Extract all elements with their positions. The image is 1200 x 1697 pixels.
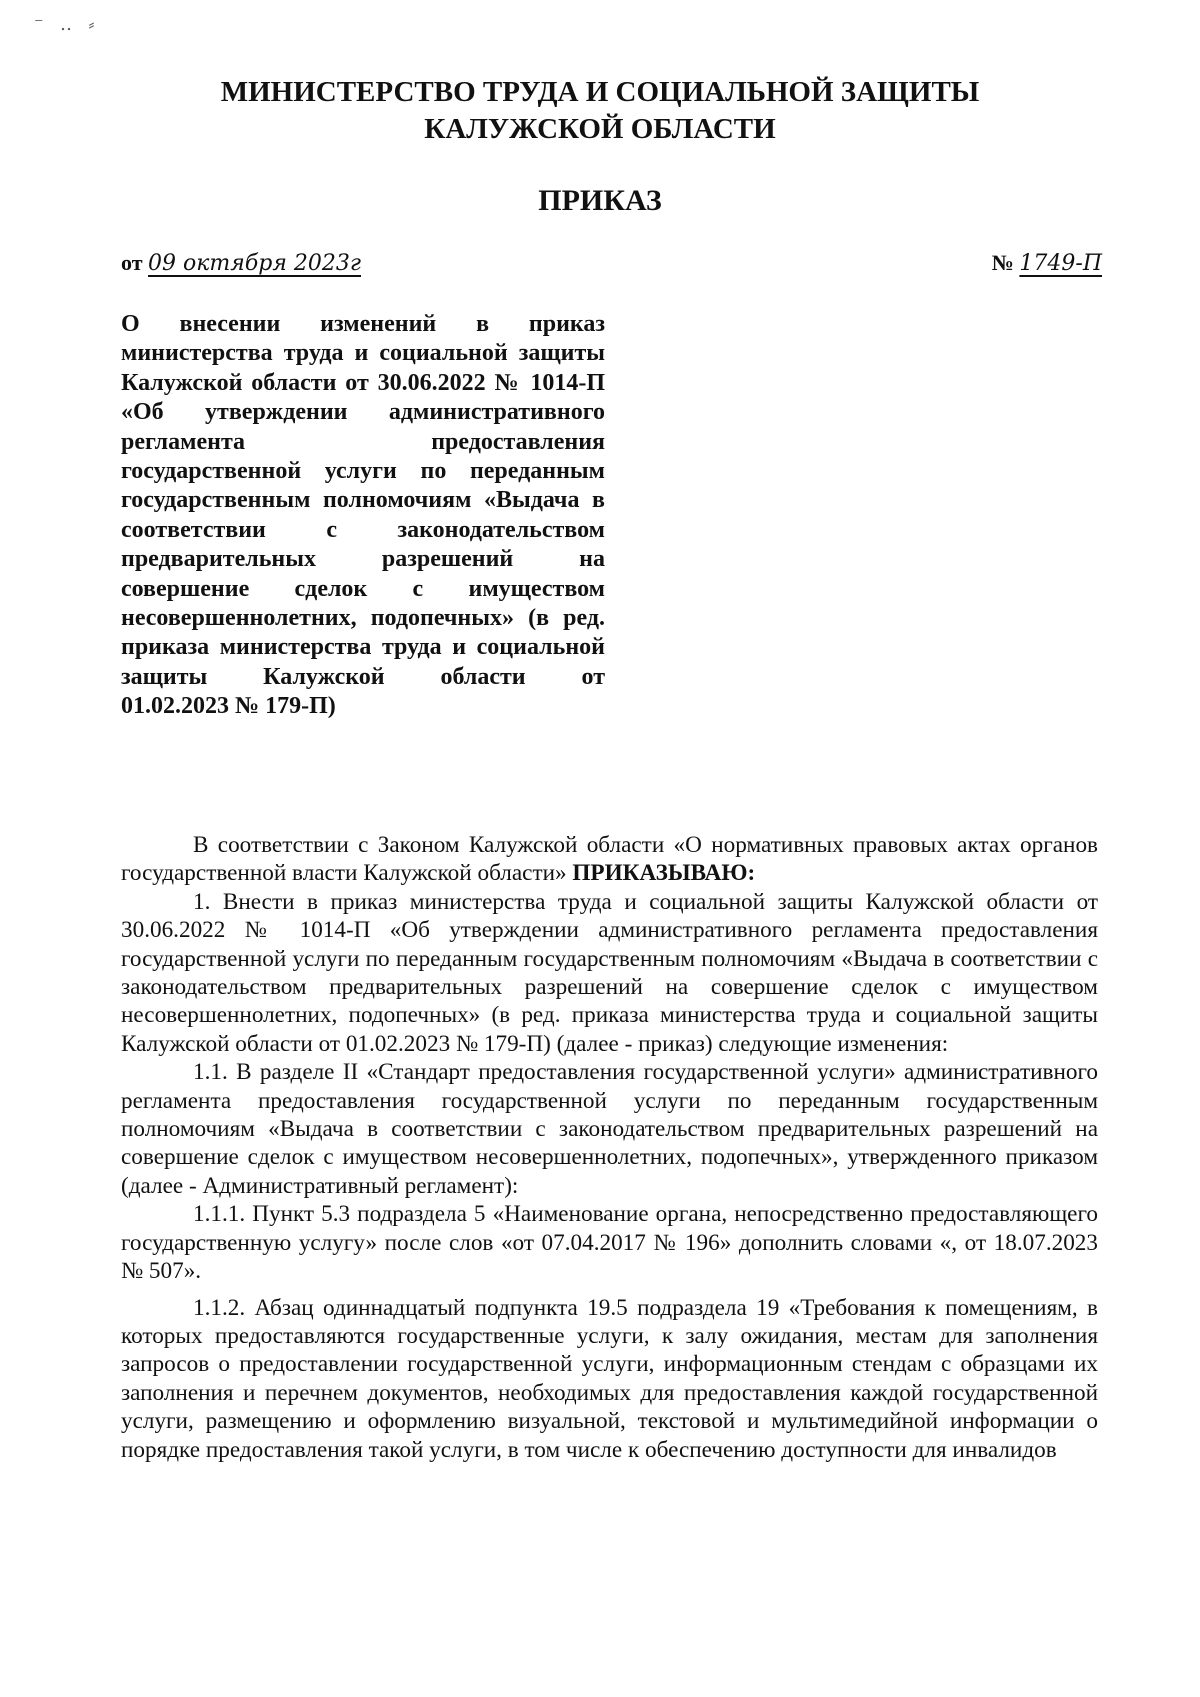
number-prefix: №	[991, 250, 1014, 275]
order-subject-last-line: 01.02.2023 № 179-П)	[121, 693, 336, 720]
ministry-header-line-2: КАЛУЖСКОЙ ОБЛАСТИ	[424, 113, 776, 145]
order-command: ПРИКАЗЫВАЮ:	[572, 860, 756, 887]
order-subject-text: О внесении изменений в приказ министерства труда и социальной защиты Калужской области от 30.06.2022 № 1014-П «Об утверждении административного регламента предоставления государственной услуги по переданным государственным полномочиям «Выдача в соответствии с законодательством предварительных разрешений на совершение сделок с имуществом несовершеннолетних, подопечных» (в ред. приказа министерства труда и социальной защиты Калужской области от	[121, 311, 605, 690]
order-subject	[121, 310, 605, 722]
paragraph-1-1-1: 1.1.1. Пункт 5.3 подраздела 5 «Наименование органа, непосредственно предоставляющего государственную услугу» после слов «от 07.04.2017 № 196» дополнить словами «, от 18.07.2023 № 507».	[121, 1201, 1098, 1285]
handwritten-order-number: 1749-П	[1019, 251, 1102, 276]
preamble-paragraph	[121, 831, 1098, 888]
handwritten-date: 09 октября 2023г	[148, 251, 362, 276]
date-line	[121, 250, 361, 276]
paragraph-1-1-2: 1.1.2. Абзац одиннадцатый подпункта 19.5 подраздела 19 «Требования к помещениям, в которых предоставляются государственные услуги, к залу ожидания, местам для заполнения запросов о предоставлении государственной услуги, информационным стендам с образцами их заполнения и перечнем документов, необходимых для предоставления каждой государственной услуги, размещению и оформлению визуальной, текстовой и мультимедийной информации о порядке предоставления такой услуги, в том числе к обеспечению доступности для инвалидов	[121, 1294, 1098, 1463]
preamble-text: В соответствии с Законом Калужской области «О нормативных правовых актах органов государственной власти Калужской области»	[121, 832, 1098, 887]
order-body	[121, 831, 1098, 1464]
paragraph-1: 1. Внести в приказ министерства труда и социальной защиты Калужской области от 30.06.2022 № 1014-П «Об утверждении административного регламента предоставления государственной услуги по переданным государственным полномочиям «Выдача в соответствии с законодательством предварительных разрешений на совершение сделок с имуществом несовершеннолетних, подопечных» (в ред. приказа министерства труда и социальной защиты Калужской области от 01.02.2023 № 179-П) (далее - приказ) следующие изменения:	[121, 888, 1098, 1057]
order-number-line	[992, 250, 1102, 276]
date-prefix: от	[121, 250, 143, 275]
ministry-header	[0, 74, 1200, 148]
scan-marks: ⁻ ‥ ⸗	[34, 14, 101, 34]
ministry-header-line-1: МИНИСТЕРСТВО ТРУДА И СОЦИАЛЬНОЙ ЗАЩИТЫ	[220, 76, 980, 108]
document-title: ПРИКАЗ	[538, 184, 662, 217]
paragraph-1-1: 1.1. В разделе II «Стандарт предоставления государственной услуги» административного регламента предоставления государственной услуги по переданным государственным полномочиям «Выдача в соответствии с законодательством предварительных разрешений на совершение сделок с имуществом несовершеннолетних, подопечных», утвержденного приказом (далее - Административный регламент):	[121, 1059, 1098, 1199]
